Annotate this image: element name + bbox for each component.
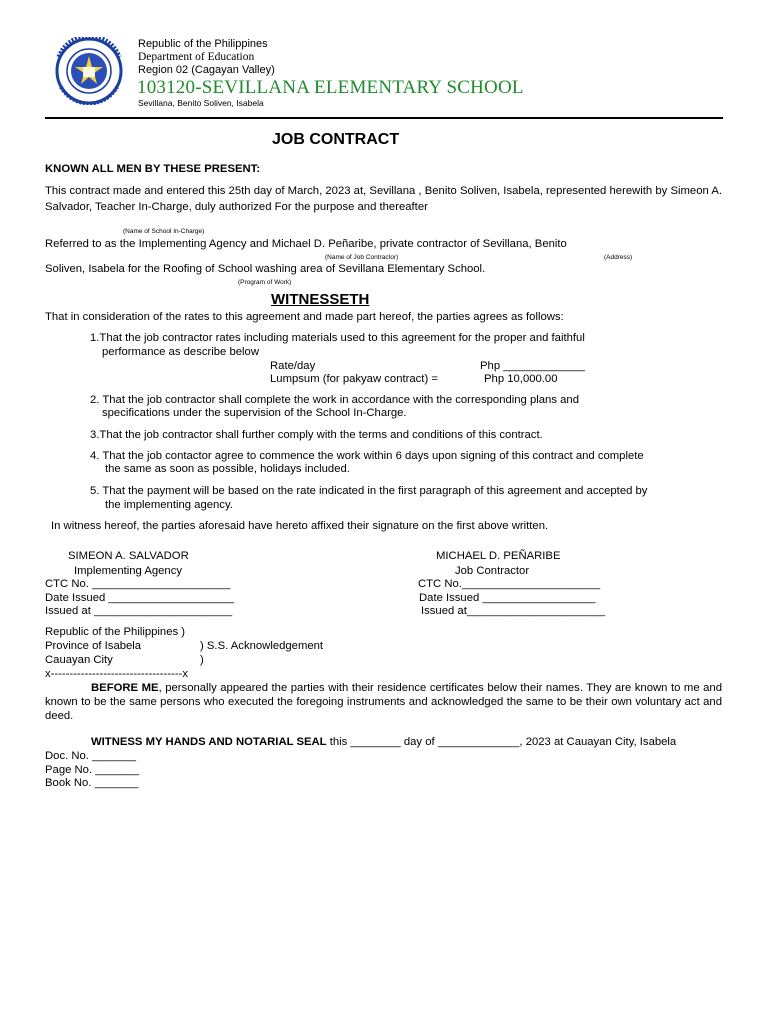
notarial-text: this ________ day of _____________, 2023 at Cauayan City, Isabela: [326, 736, 677, 748]
caption-program-of-work: (Program of Work): [238, 279, 292, 286]
caption-address: (Address): [604, 254, 633, 261]
soliven-line: Soliven, Isabela for the Roofing of School washing area of Sevillana Elementary School.: [45, 263, 486, 275]
item-2-line2: specifications under the supervision of the School In-Charge.: [102, 407, 407, 419]
opening-paragraph: This contract made and entered this 25th day of March, 2023 at, Sevillana , Benito Soliven, Isabela, represented herewith by Simeon A. Salvador, Teacher In-Charge, duly authorized For the purpose and thereafter: [45, 185, 722, 213]
rate-value: Php _____________: [480, 360, 585, 372]
venue-separator: x-----------------------------------x: [45, 668, 188, 680]
item-5-line2: the implementing agency.: [105, 499, 233, 511]
lumpsum-label: Lumpsum (for pakyaw contract) =: [270, 373, 438, 385]
item-5-line1: 5. That the payment will be based on the rate indicated in the first paragraph of this agreement and accepted by: [90, 485, 648, 497]
item-4-line2: the same as soon as possible, holidays included.: [105, 463, 350, 475]
header-department: Department of Education: [138, 51, 255, 63]
right-date-issued: Date Issued __________________: [419, 592, 596, 604]
header-republic: Republic of the Philippines: [138, 38, 268, 50]
page-no: Page No. _______: [45, 764, 140, 776]
school-address: Sevillana, Benito Soliven, Isabela: [138, 98, 264, 108]
notarial-bold: WITNESS MY HANDS AND NOTARIAL SEAL: [91, 736, 327, 748]
right-issued-at: Issued at______________________: [421, 605, 606, 617]
notarial-line: [91, 736, 676, 748]
venue-province: Province of Isabela: [45, 640, 142, 652]
witnesseth-heading: WITNESSETH: [271, 291, 370, 308]
deped-seal-logo: [45, 37, 133, 105]
caption-job-contractor: (Name of Job Contractor): [325, 254, 399, 261]
doc-no: Doc. No. _______: [45, 750, 137, 762]
right-signatory-name: MICHAEL D. PEÑARIBE: [436, 550, 561, 562]
left-ctc: CTC No. ______________________: [45, 578, 231, 590]
header-region: Region 02 (Cagayan Valley): [138, 64, 275, 76]
in-witness-line: In witness hereof, the parties aforesaid have hereto affixed their signature on the first above written.: [51, 520, 549, 532]
consideration-line: That in consideration of the rates to this agreement and made part hereof, the parties agrees as follows:: [45, 311, 564, 323]
page-title: JOB CONTRACT: [272, 131, 400, 148]
item-1-line1: 1.That the job contractor rates including materials used to this agreement for the proper and faithful: [90, 332, 585, 344]
caption-school-in-charge: (Name of School In-Charge): [123, 228, 205, 235]
rate-label: Rate/day: [270, 360, 316, 372]
left-date-issued: Date Issued ____________________: [45, 592, 235, 604]
left-issued-at: Issued at ______________________: [45, 605, 233, 617]
book-no: Book No. _______: [45, 777, 139, 789]
item-1-line2: performance as describe below: [102, 346, 259, 358]
before-me-paragraph: [45, 681, 722, 723]
item-2-line1: 2. That the job contractor shall complete the work in accordance with the corresponding plans and: [90, 394, 579, 406]
known-all-men: KNOWN ALL MEN BY THESE PRESENT:: [45, 163, 261, 175]
venue-city: Cauayan City: [45, 654, 113, 666]
venue-ss-acknowledgement: ) S.S. Acknowledgement: [200, 640, 324, 652]
item-3: 3.That the job contractor shall further comply with the terms and conditions of this contract.: [90, 429, 543, 441]
header-rule: [45, 117, 723, 119]
venue-republic: Republic of the Philippines ): [45, 626, 186, 638]
left-signatory-role: Implementing Agency: [74, 565, 183, 577]
before-me-bold: BEFORE ME: [91, 682, 159, 694]
lumpsum-value: Php 10,000.00: [484, 373, 558, 385]
right-signatory-role: Job Contractor: [455, 565, 530, 577]
left-signatory-name: SIMEON A. SALVADOR: [68, 550, 189, 562]
referred-line: Referred to as the Implementing Agency and Michael D. Peñaribe, private contractor of Sevillana, Benito: [45, 238, 567, 250]
venue-city-paren: ): [200, 654, 204, 666]
right-ctc: CTC No.______________________: [418, 578, 601, 590]
before-me-text: , personally appeared the parties with their residence certificates below their names. They are known to me and known to be the same persons who executed the foregoing instruments and acknowledged the same to be their own voluntary act and deed.: [45, 682, 722, 722]
school-name: 103120-SEVILLANA ELEMENTARY SCHOOL: [137, 77, 524, 98]
item-4-line1: 4. That the job contactor agree to commence the work within 6 days upon signing of this contract and complete: [90, 450, 644, 462]
